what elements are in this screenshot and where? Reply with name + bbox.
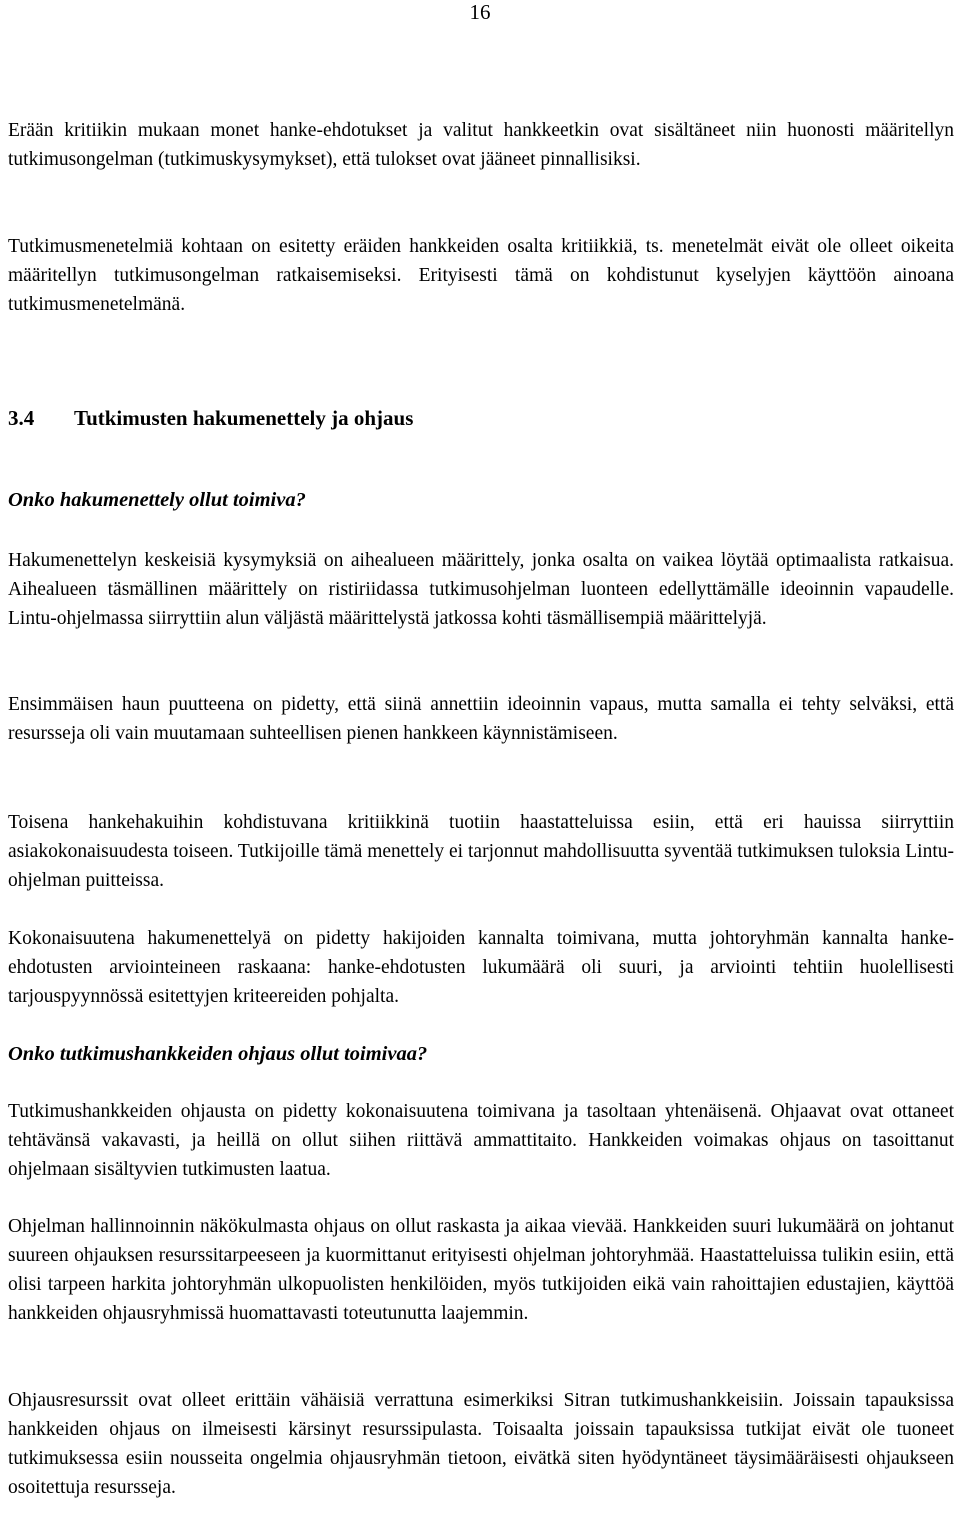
paragraph-3: Hakumenettelyn keskeisiä kysymyksiä on aihealueen määrittely, jonka osalta on vaikea löytää optimaalista ratkaisua. Aihealueen täsmällinen määrittely on ristiriidassa tutkimusohjelman luonteen edellyttämälle ideoinnin vapaudelle. Lintu-ohjelmassa siirryttiin alun väljästä määrittelystä jatkossa kohti täsmällisempiä määrittelyjä. bbox=[8, 550, 954, 629]
section-number: 3.4 bbox=[8, 406, 35, 430]
paragraph-1: Erään kritiikin mukaan monet hanke-ehdotukset ja valitut hankkeetkin ovat sisältäneet niin huonosti määritellyn tutkimusongelman (tutkimuskysymykset), että tulokset ovat jääneet pinnallisiksi. bbox=[8, 120, 954, 170]
section-title: Tutkimusten hakumenettely ja ohjaus bbox=[74, 406, 414, 430]
paragraph-5: Toisena hankehakuihin kohdistuvana kritiikkinä tuotiin haastatteluissa esiin, että eri hauissa siirryttiin asiakokonaisuudesta toiseen. Tutkijoille tämä menettely ei tarjonnut mahdollisuutta syventää tutkimuksen tuloksia Lintu-ohjelman puitteissa. bbox=[8, 812, 954, 891]
subheading-application: Onko hakumenettely ollut toimiva? bbox=[8, 489, 306, 511]
paragraph-9: Ohjausresurssit ovat olleet erittäin vähäisiä verrattuna esimerkiksi Sitran tutkimushankkeisiin. Joissain tapauksissa hankkeiden ohjaus on ilmeisesti kärsinyt resurssipulasta. Toisaalta joissain tapauksissa tutkijat eivät ole tuoneet tutkimuksessa esiin nousseita ongelmia ohjausryhmän tietoon, eivätkä siten hyödyntäneet täysimääräisesti ohjaukseen osoitettuja resursseja. bbox=[8, 1390, 954, 1498]
page-number: 16 bbox=[469, 0, 491, 24]
subheading-guidance: Onko tutkimushankkeiden ohjaus ollut toimivaa? bbox=[8, 1043, 428, 1065]
section-heading bbox=[8, 406, 954, 431]
paragraph-2: Tutkimusmenetelmiä kohtaan on esitetty eräiden hankkeiden osalta kritiikkiä, ts. menetelmät eivät ole olleet oikeita määritellyn tutkimusongelman ratkaisemiseksi. Erityisesti tämä on kohdistunut kyselyjen käyttöön ainoana tutkimusmenetelmänä. bbox=[8, 236, 954, 315]
paragraph-7: Tutkimushankkeiden ohjausta on pidetty kokonaisuutena toimivana ja tasoltaan yhtenäisenä. Ohjaavat ovat ottaneet tehtävänsä vakavasti, ja heillä on ollut siihen riittävä ammattitaito. Hankkeiden voimakas ohjaus on tasoittanut ohjelmaan sisältyvien tutkimusten laatua. bbox=[8, 1101, 954, 1180]
paragraph-8: Ohjelman hallinnoinnin näkökulmasta ohjaus on ollut raskasta ja aikaa vievää. Hankkeiden suuri lukumäärä on johtanut suureen ohjauksen resurssitarpeeseen ja kuormittanut erityisesti ohjelman johtoryhmää. Haastatteluissa tulikin esiin, että olisi tarpeen harkita johtoryhmän ulkopuolisten henkilöiden, myös tutkijoiden eikä vain rahoittajien edustajien, käyttöä hankkeiden ohjausryhmissä huomattavasti toteutunutta laajemmin. bbox=[8, 1216, 954, 1324]
paragraph-6: Kokonaisuutena hakumenettelyä on pidetty hakijoiden kannalta toimivana, mutta johtoryhmän kannalta hanke-ehdotusten arviointeineen raskaana: hanke-ehdotusten lukumäärä oli suuri, ja arviointi tehtiin huolellisesti tarjouspyynnössä esitettyjen kriteereiden pohjalta. bbox=[8, 928, 954, 1007]
paragraph-4: Ensimmäisen haun puutteena on pidetty, että siinä annettiin ideoinnin vapaus, mutta samalla ei tehty selväksi, että resursseja oli vain muutamaan suhteellisen pienen hankkeen käynnistämiseen. bbox=[8, 694, 954, 744]
